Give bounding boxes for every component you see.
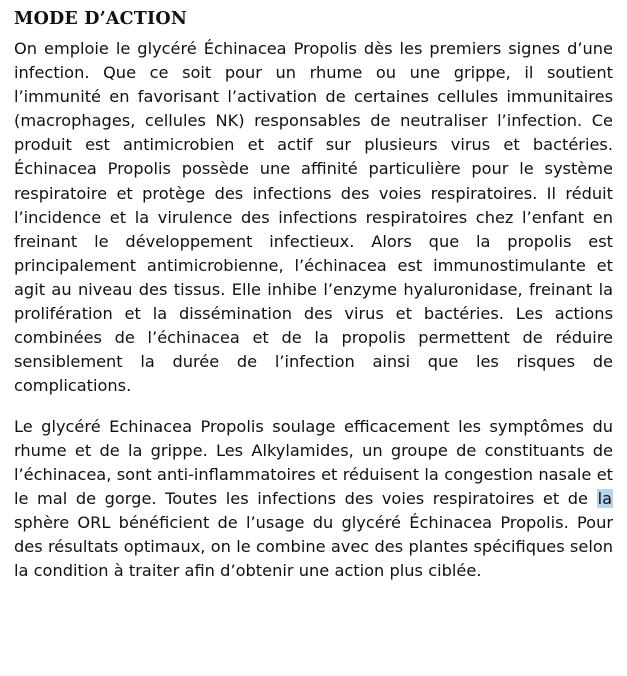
paragraph-2-run-0: Le glycéré Echinacea Propolis soulage efficacement les symptômes du rhume et de la grippe. Les Alkylamides, un groupe de constituants de l’échinacea, sont anti-inflammatoires et réduisent la congestion nasale et le mal de gorge. Toutes les infections des voies respiratoires et de [14,416,613,509]
section-heading [14,10,613,29]
highlighted-text: la [597,489,612,509]
paragraph-spacer [14,398,613,415]
section-heading-text: MODE D’ACTION [14,9,188,29]
paragraph-1-run-0: On emploie le glycéré Échinacea Propolis dès les premiers signes d’une infection. Que ce soit pour un rhume ou une grippe, il soutient l’immunité en favorisant l’activation de certaines cellules immunitaires (macrophages, cellules NK) responsables de neutraliser l’infection. Ce produit est antimicrobien et actif sur plusieurs virus et bactéries. Échinacea Propolis possède une affinité particulière pour le système respiratoire et protège des infections des voies respiratoires. Il réduit l’incidence et la virulence des infections respiratoires chez l’enfant en freinant le développement infectieux. Alors que la propolis est principalement antimicrobienne, l’échinacea est immunostimulante et agit au niveau des tissus. Elle inhibe l’enzyme hyaluronidase, freinant la prolifération et la dissémination des virus et bactéries. Les actions combinées de l’échinacea et de la propolis permettent de réduire sensiblement la durée de l’infection ainsi que les risques de complications. [14,39,613,395]
paragraph-1 [14,37,613,398]
paragraph-2-run-2: sphère ORL bénéficient de l’usage du glycéré Échinacea Propolis. Pour des résultats optimaux, on le combine avec des plantes spécifiques selon la condition à traiter afin d’obtenir une action plus ciblée. [14,513,613,581]
paragraph-2 [14,415,613,583]
